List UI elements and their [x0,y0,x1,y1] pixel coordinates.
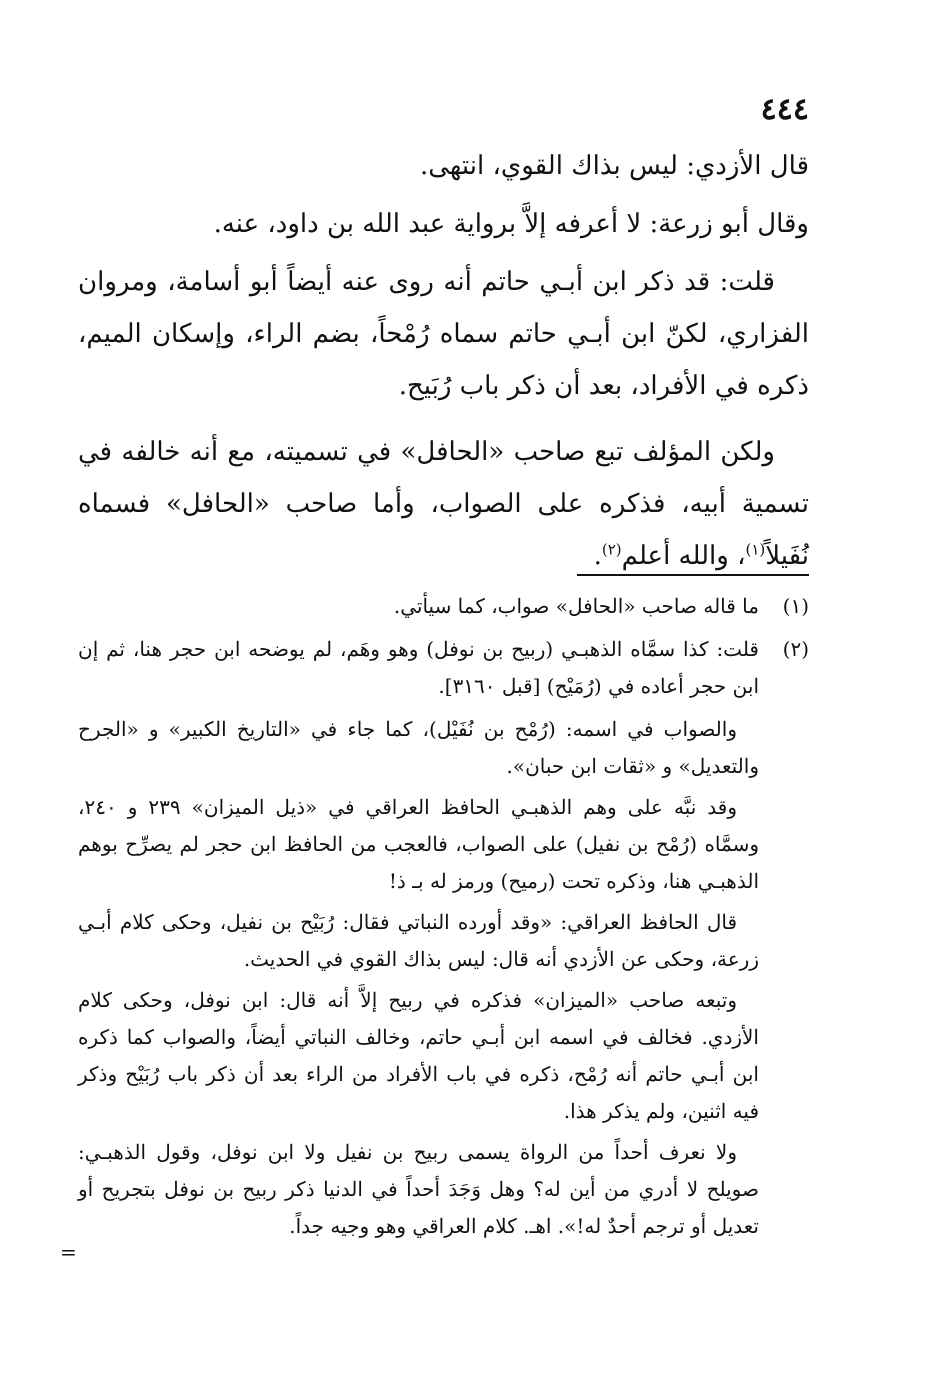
main-text [78,140,809,596]
continuation-mark: = [60,1240,77,1264]
footnote-2-number: (٢) [782,637,809,661]
footnote-1 [78,588,809,629]
footnote-ref-1: (١) [745,540,766,559]
footnote-para-iraqi: وقد نبَّه على وهم الذهبـي الحافظ العراقي في «ذيل الميزان» ٢٣٩ و ٢٤٠، وسمَّاه (رُمْح بن نفيل) على الصواب، فالعجب من الحافظ ابن حجر لم يصرِّح بوهم الذهبـي هنا، وذكره تحت (رميح) ورمز له بـ ذ! [78,795,759,893]
paragraph-abu-zura: وقال أبو زرعة: لا أعرفه إلاَّ برواية عبد الله بن داود، عنه. [213,209,809,239]
footnote-ref-2: (٢) [601,540,622,559]
footnote-para-la-narif: ولا نعرف أحداً من الرواة يسمى ربيح بن نفيل ولا ابن نوفل، وقول الذهبـي: صويلح لا أدري من أين له؟ وهل وَجَدَ أحداً في الدنيا ذكر ربيح بن نوفل بتجريح أو تعديل أو ترجم أحدٌ له!». اهـ. كلام العراقي وهو وجيه جداً. [78,1140,759,1238]
footnote-para-mizan: وتبعه صاحب «الميزان» فذكره في ربيح إلاَّ أنه قال: ابن نوفل، وحكى كلام الأزدي. فخالف في اسمه ابن أبـي حاتم، وخالف النباتي أيضاً، والصواب كما ذكره ابن أبـي حاتم أنه رُمْح، ذكره في باب الأفراد من الراء بعد أن ذكر باب رُبَيْح وذكر فيه اثنين، ولم يذكر هذا. [78,988,759,1123]
footnote-2-text: قلت: كذا سمَّاه الذهبـي (ربيح بن نوفل) وهو وهَم، لم يوضحه ابن حجر هنا، ثم إن ابن حجر أعاده في (رُمَيْح) [قبل ٣١٦٠]. [78,637,759,698]
paragraph-azdi: قال الأزدي: ليس بذاك القوي، انتهى. [419,151,809,181]
paragraph-qultu: قلت: قد ذكر ابن أبـي حاتم أنه روى عنه أيضاً أبو أسامة، ومروان الفزاري، لكنّ ابن أبـي حاتم سماه رُمْحاً، بضم الراء، وإسكان الميم، ذكره في الأفراد، بعد أن ذكر باب رُبَيح. [78,267,809,401]
footnote-2-continuation [78,711,809,1245]
footnote-1-number: (١) [782,594,809,618]
paragraph-muallif-end: . [593,541,602,571]
page-number: ٤٤٤ [760,92,809,127]
paragraph-muallif [78,426,809,582]
footnote-separator [577,574,809,576]
footnote-para-sawab: والصواب في اسمه: (رُمْح بن نُفَيْل)، كما جاء في «التاريخ الكبير» و «الجرح والتعديل» و «ثقات ابن حبان». [78,717,759,778]
footnote-1-text: ما قاله صاحب «الحافل» صواب، كما سيأتي. [393,594,759,618]
footnotes [78,588,809,1249]
paragraph-muallif-middle: ، والله أعلم [621,541,746,571]
paragraph-muallif-text: ولكن المؤلف تبع صاحب «الحافل» في تسميته، مع أنه خالفه في تسمية أبيه، فذكره على الصواب، وأما صاحب «الحافل» فسماه نُفَيلاً [78,437,809,571]
footnote-para-nabati: قال الحافظ العراقي: «وقد أورده النباتي فقال: رُبَيْح بن نفيل، وحكى كلام أبـي زرعة، وحكى عن الأزدي أنه قال: ليس بذاك القوي في الحديث. [78,910,759,971]
footnote-2 [78,631,809,709]
